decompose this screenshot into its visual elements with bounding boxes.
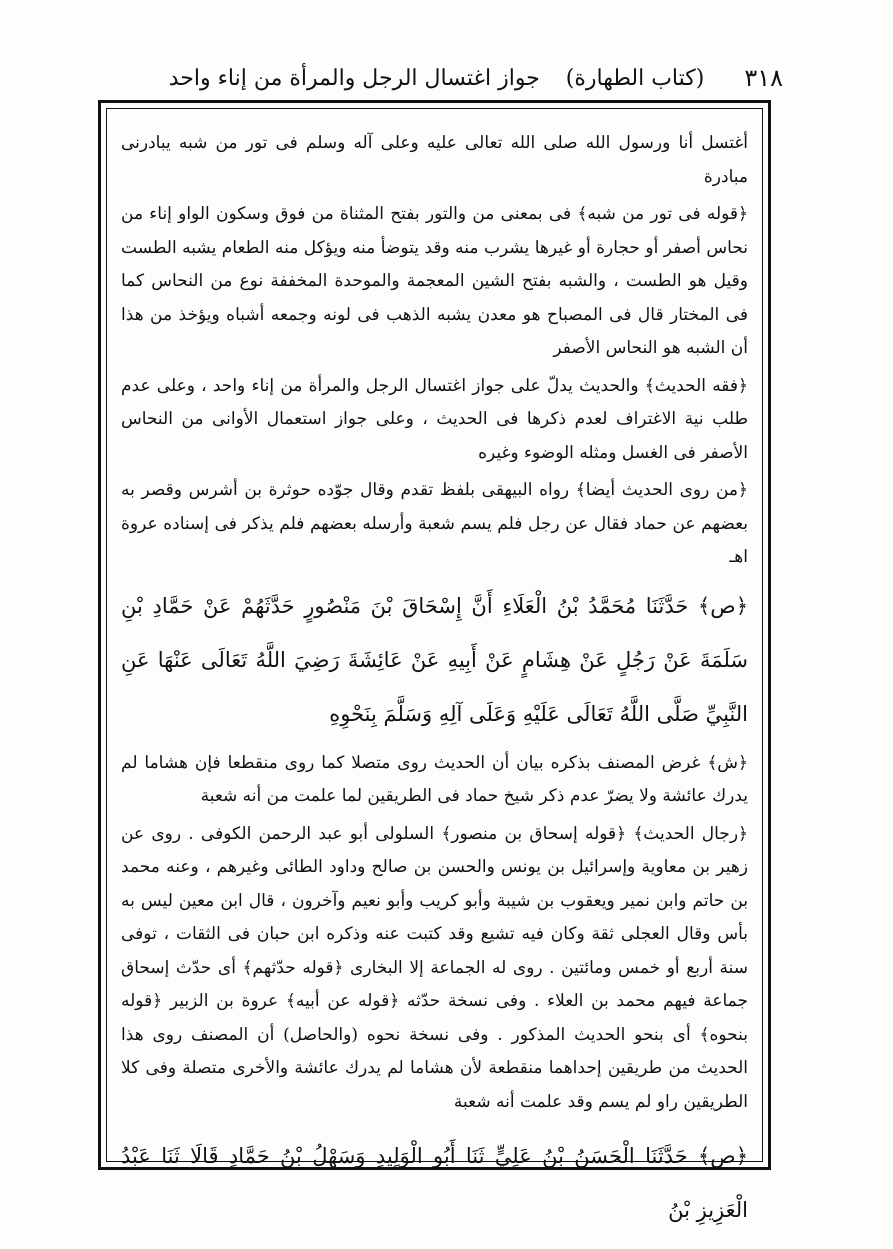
text-paragraph: ﴿من روى الحديث أيضا﴾ رواه البيهقى بلفظ تقدم وقال جوّده حوثرة بن أشرس وقصر به بعضهم عن حماد فقال عن رجل فلم يسم شعبة وأرسله بعضهم فلم يذكر فى إسناده عروة اهـ — [121, 480, 748, 567]
page-frame-inner — [106, 108, 763, 1222]
text-paragraph: ﴿ش﴾ غرض المصنف بذكره بيان أن الحديث روى متصلا كما روى منقطعا فإن هشاما لم يدرك عائشة ولا يضرّ عدم ذكر شيخ حماد فى الطريقين لما علمت من أنه شعبة — [121, 752, 748, 806]
book-title: (كتاب الطهارة) — [565, 65, 705, 91]
chapter-title: جواز اغتسال الرجل والمرأة من إناء واحد — [168, 65, 540, 91]
page-header — [100, 58, 783, 98]
hadith-text: ﴿ص﴾ حَدَّثَنَا الْحَسَنُ بْنُ عَلِيٍّ ثَنَا أَبُو الْوَلِيدِ وَسَهْلُ بْنُ حَمَّادٍ قَالَا ثَنَا عَبْدُ الْعَزِيزِ بْنُ — [121, 1144, 748, 1222]
page-frame — [98, 100, 771, 1222]
text-paragraph: ﴿قوله فى تور من شبه﴾ فى بمعنى من والتور بفتح المثناة من فوق وسكون الواو إناء من نحاس أصفر أو حجارة أو غيرها يشرب منه وقد يتوضأ منه ويؤكل منه الطعام يشبه الطست وقيل هو الطست ، والشبه بفتح الشين المعجمة والموحدة المخففة نوع من النحاس كما فى المختار قال فى المصباح هو معدن يشبه الذهب فى لونه وجمعه أشباه ويؤخذ من هذا أن الشبه هو النحاس الأصفر — [121, 204, 749, 358]
text-paragraph: ﴿رجال الحديث﴾ ﴿قوله إسحاق بن منصور﴾ السلولى أبو عبد الرحمن الكوفى . روى عن زهير بن معاوية وإسرائيل بن يونس والحسن بن صالح وداود الطائى وغيرهم ، وعنه محمد بن حاتم وابن نمير ويعقوب بن شيبة وأبو كريب وأبو نعيم وآخرون ، قال ابن معين ليس به بأس وقال العجلى ثقة وكان فيه تشيع وقد كتبت عنه وذكره ابن حبان فى الثقات ، توفى سنة أربع أو خمس ومائتين . روى له الجماعة إلا البخارى ﴿قوله حدّثهم﴾ أى حدّث إسحاق جماعة فيهم محمد بن العلاء . وفى نسخة حدّثه ﴿قوله عن أبيه﴾ عروة بن الزبير ﴿قوله بنحوه﴾ أى بنحو الحديث المذكور . وفى نسخة نحوه (والحاصل) أن المصنف روى هذا الحديث من طريقين إحداهما منقطعة لأن هشاما لم يدرك عائشة والأخرى متصلة وفى كلا الطريقين راو لم يسم وقد علمت أنه شعبة — [121, 823, 748, 1112]
page-body — [121, 127, 749, 1222]
text-paragraph: ﴿فقه الحديث﴾ والحديث يدلّ على جواز اغتسال الرجل والمرأة من إناء واحد ، وعلى عدم طلب نية الاغتراف لعدم ذكرها فى الحديث ، وعلى جواز استعمال الأوانى من النحاس الأصفر فى الغسل ومثله الوضوء وغيره — [121, 375, 748, 463]
hadith-text: ﴿ص﴾ حَدَّثَنَا مُحَمَّدُ بْنُ الْعَلَاءِ أَنَّ إِسْحَاقَ بْنَ مَنْصُورٍ حَدَّثَهُمْ عَنْ حَمَّادِ بْنِ سَلَمَةَ عَنْ رَجُلٍ عَنْ هِشَامٍ عَنْ أَبِيهِ عَنْ عَائِشَةَ رَضِيَ اللَّهُ تَعَالَى عَنْهَا عَنِ النَّبِيِّ صَلَّى اللَّهُ تَعَالَى عَلَيْهِ وَعَلَى آلِهِ وَسَلَّمَ بِنَحْوِهِ — [121, 593, 748, 726]
page-number: ٣١٨ — [744, 64, 783, 92]
text-paragraph: أغتسل أنا ورسول الله صلى الله تعالى عليه وعلى آله وسلم فى تور من شبه يبادرنى مبادرة — [121, 133, 748, 187]
